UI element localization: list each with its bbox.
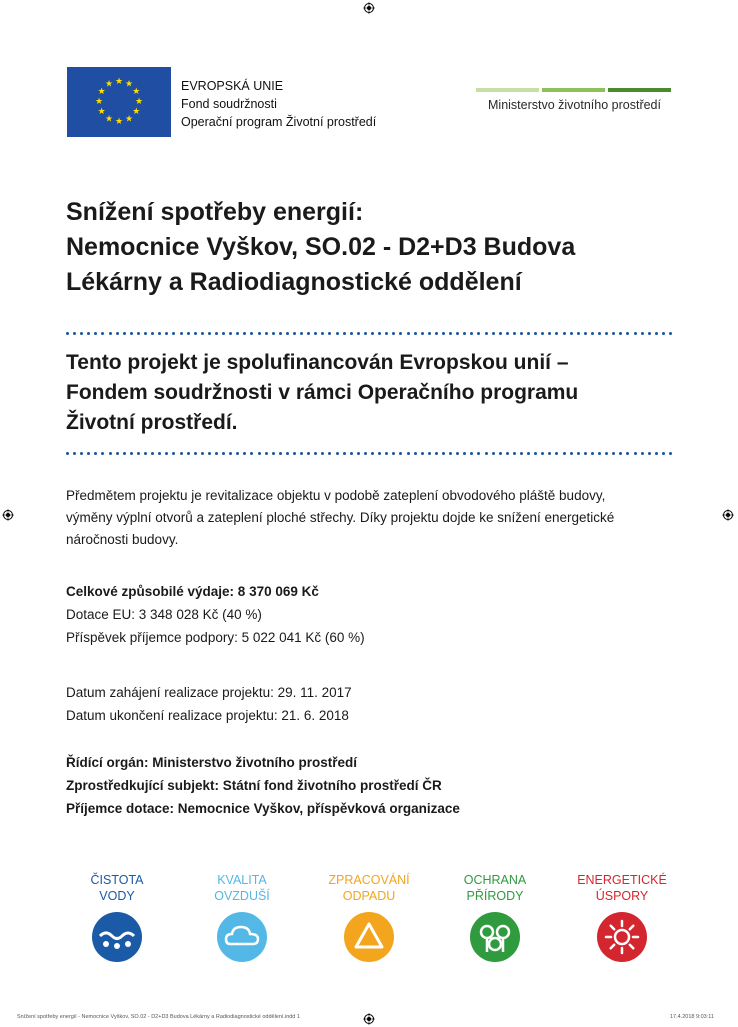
divider-dot [442, 332, 445, 335]
divider-dot [194, 452, 197, 455]
divider-dot [180, 452, 183, 455]
divider-dot [513, 332, 516, 335]
divider-dot [116, 332, 119, 335]
start-date: Datum zahájení realizace projektu: 29. 11. 2017 [66, 685, 352, 700]
project-dates [66, 681, 352, 727]
divider-dot [407, 452, 410, 455]
divider-dot [499, 332, 502, 335]
project-description [66, 485, 614, 551]
print-file-name: Snížení spotřeby energií - Nemocnice Vyškov, SO.02 - D2+D3 Budova Lékárny a Radiodiagnostické oddělení.indd 1 [17, 1014, 300, 1020]
divider-dot [570, 332, 573, 335]
divider-dot [570, 452, 573, 455]
svg-text:★: ★ [124, 114, 134, 125]
divider-dot [208, 452, 211, 455]
divider-dot [527, 332, 530, 335]
divider-dot [591, 332, 594, 335]
divider-dot [492, 452, 495, 455]
nature-icon [470, 912, 520, 962]
divider-dot [541, 332, 544, 335]
divider-dot [328, 332, 331, 335]
category-air-line-2: OVZDUŠÍ [214, 889, 270, 903]
description-line-1: Předmětem projektu je revitalizace objektu v podobě zateplení obvodového pláště budovy, [66, 488, 606, 503]
divider-dot [208, 332, 211, 335]
registration-mark-top [363, 2, 375, 14]
eu-stars-icon [67, 67, 171, 137]
divider-dot [669, 332, 672, 335]
divider-dot [563, 452, 566, 455]
divider-dot [73, 452, 76, 455]
divider-dot [307, 452, 310, 455]
divider-dot [307, 332, 310, 335]
divider-dot [435, 452, 438, 455]
divider-dot [584, 332, 587, 335]
divider-dot [165, 452, 168, 455]
category-air-line-1: KVALITA [217, 873, 267, 887]
divider-dot [293, 452, 296, 455]
svg-text:★: ★ [94, 97, 104, 107]
divider-dot [626, 332, 629, 335]
divider-dot [236, 452, 239, 455]
divider-dot [180, 332, 183, 335]
divider-dot [456, 332, 459, 335]
divider-dot [151, 452, 154, 455]
divider-dot [286, 332, 289, 335]
category-nature-line-2: PŘÍRODY [466, 889, 524, 903]
divider-dot [378, 452, 381, 455]
divider-dot [293, 332, 296, 335]
divider-dot [109, 452, 112, 455]
divider-dot [669, 452, 672, 455]
ministry-logo-name: Ministerstvo životního prostředí [488, 98, 661, 112]
cofinancing-line-2: Fondem soudržnosti v rámci Operačního programu [66, 381, 579, 404]
eu-line-3: Operační program Životní prostředí [181, 115, 377, 129]
svg-text:★: ★ [97, 107, 106, 117]
divider-dot [265, 452, 268, 455]
title-line-3: Lékárny a Radiodiagnostické oddělení [66, 268, 522, 296]
divider-dot [421, 332, 424, 335]
divider-dot [477, 452, 480, 455]
divider-dot [215, 332, 218, 335]
divider-dot [364, 332, 367, 335]
category-water-line-1: ČISTOTA [90, 873, 144, 887]
divider-dot [385, 332, 388, 335]
divider-dot [577, 452, 580, 455]
divider-dot [101, 332, 104, 335]
description-line-2: výměny výplní otvorů a zateplení ploché střechy. Díky projektu dojde ke snížení energetické [66, 510, 615, 525]
divider-dot [137, 452, 140, 455]
divider-dot [350, 452, 353, 455]
divider-dot [350, 332, 353, 335]
divider-dot [272, 452, 275, 455]
divider-dot [343, 332, 346, 335]
divider-dot [527, 452, 530, 455]
divider-dot [243, 452, 246, 455]
divider-dot [80, 452, 83, 455]
divider-dot [449, 452, 452, 455]
project-bodies [66, 751, 460, 820]
category-water-line-2: VODY [99, 889, 135, 903]
intermediate-body: Zprostředkující subjekt: Státní fond životního prostředí ČR [66, 778, 442, 793]
divider-dot [364, 452, 367, 455]
divider-dot [151, 332, 154, 335]
divider-dot [407, 332, 410, 335]
divider-dot [506, 452, 509, 455]
divider-dot [66, 332, 69, 335]
divider-dot [485, 332, 488, 335]
divider-dot [357, 452, 360, 455]
category-air [187, 872, 297, 904]
divider-dot [662, 332, 665, 335]
cloud-icon [217, 912, 267, 962]
divider-dot [548, 332, 551, 335]
divider-dot [548, 452, 551, 455]
print-timestamp: 17.4.2018 9:03:11 [670, 1014, 714, 1020]
divider-dot [463, 452, 466, 455]
divider-dot [392, 332, 395, 335]
divider-dot [73, 332, 76, 335]
project-costs [66, 580, 365, 649]
svg-text:★: ★ [114, 77, 124, 87]
divider-dot [555, 452, 558, 455]
divider-dot [648, 332, 651, 335]
eu-line-2: Fond soudržnosti [181, 97, 277, 111]
divider-dot [87, 332, 90, 335]
divider-dot [265, 332, 268, 335]
category-nature-line-1: OCHRANA [463, 873, 527, 887]
category-energy-line-1: ENERGETICKÉ [577, 873, 667, 887]
divider-dot [534, 332, 537, 335]
divider-dot [378, 332, 381, 335]
sun-icon [597, 912, 647, 962]
ministry-bar-mid [542, 88, 605, 92]
divider-dot [513, 452, 516, 455]
divider-dot [321, 332, 324, 335]
divider-dot [250, 332, 253, 335]
registration-mark-right [722, 509, 734, 521]
divider-dot [485, 452, 488, 455]
divider-dot [201, 332, 204, 335]
ministry-bar-dark [608, 88, 671, 92]
divider-dot [279, 332, 282, 335]
divider-dot [612, 332, 615, 335]
divider-dot [194, 332, 197, 335]
divider-dot [336, 452, 339, 455]
eu-line-1: EVROPSKÁ UNIE [181, 79, 284, 93]
divider-dot [116, 452, 119, 455]
divider-dot [130, 452, 133, 455]
divider-dot [598, 332, 601, 335]
divider-dot [605, 332, 608, 335]
category-waste [314, 872, 424, 904]
divider-dot [243, 332, 246, 335]
divider-dot [520, 452, 523, 455]
divider-dot [158, 452, 161, 455]
divider-dot [584, 452, 587, 455]
divider-dot [286, 452, 289, 455]
title-line-2: Nemocnice Vyškov, SO.02 - D2+D3 Budova [66, 233, 576, 261]
divider-dot [314, 452, 317, 455]
divider-dot [399, 452, 402, 455]
eu-programme-label [181, 77, 376, 131]
divider-dot [399, 332, 402, 335]
divider-dot [229, 332, 232, 335]
divider-dot [172, 452, 175, 455]
divider-dot [534, 452, 537, 455]
divider-dot [577, 332, 580, 335]
divider-dot [619, 452, 622, 455]
registration-mark-bottom [363, 1013, 375, 1025]
end-date: Datum ukončení realizace projektu: 21. 6. 2018 [66, 708, 349, 723]
divider-dot [236, 332, 239, 335]
category-nature [440, 872, 550, 904]
divider-dot [123, 452, 126, 455]
divider-dot [250, 452, 253, 455]
category-energy-line-2: ÚSPORY [595, 889, 649, 903]
divider-dot [94, 452, 97, 455]
divider-dot [222, 332, 225, 335]
divider-dot [641, 452, 644, 455]
cofinancing-line-3: Životní prostředí. [66, 411, 238, 434]
divider-dot [144, 332, 147, 335]
divider-dot [137, 332, 140, 335]
divider-dot [470, 452, 473, 455]
category-waste-line-1: ZPRACOVÁNÍ [328, 873, 410, 887]
divider-dot [87, 452, 90, 455]
recipient-contribution: Příspěvek příjemce podpory: 5 022 041 Kč (60 %) [66, 630, 365, 645]
divider-dot [634, 332, 637, 335]
svg-text:★: ★ [134, 97, 144, 107]
divider-dot [563, 332, 566, 335]
divider-dot [158, 332, 161, 335]
divider-dot [222, 452, 225, 455]
divider-dot [130, 332, 133, 335]
divider-dot [314, 332, 317, 335]
grant-recipient: Příjemce dotace: Nemocnice Vyškov, příspěvková organizace [66, 801, 460, 816]
dotted-divider-top [66, 332, 672, 336]
divider-dot [463, 332, 466, 335]
divider-dot [80, 332, 83, 335]
divider-dot [328, 452, 331, 455]
divider-dot [435, 332, 438, 335]
divider-dot [449, 332, 452, 335]
divider-dot [272, 332, 275, 335]
divider-dot [279, 452, 282, 455]
category-waste-line-2: ODPADU [342, 889, 396, 903]
title-line-1: Snížení spotřeby energií: [66, 198, 364, 226]
divider-dot [300, 332, 303, 335]
total-eligible-costs: Celkové způsobilé výdaje: 8 370 069 Kč [66, 584, 319, 599]
category-water [62, 872, 172, 904]
divider-dot [215, 452, 218, 455]
divider-dot [371, 452, 374, 455]
divider-dot [371, 332, 374, 335]
divider-dot [506, 332, 509, 335]
divider-dot [520, 332, 523, 335]
divider-dot [321, 452, 324, 455]
divider-dot [94, 332, 97, 335]
divider-dot [187, 332, 190, 335]
registration-mark-left [2, 509, 14, 521]
cofinancing-line-1: Tento projekt je spolufinancován Evropskou unií – [66, 351, 569, 374]
divider-dot [655, 332, 658, 335]
divider-dot [655, 452, 658, 455]
divider-dot [201, 452, 204, 455]
divider-dot [66, 452, 69, 455]
divider-dot [300, 452, 303, 455]
ministry-logo-bars [476, 88, 671, 92]
svg-text:★: ★ [104, 79, 114, 90]
eu-flag-logo [67, 67, 171, 137]
description-line-3: náročnosti budovy. [66, 532, 179, 547]
divider-dot [428, 452, 431, 455]
divider-dot [258, 332, 261, 335]
divider-dot [648, 452, 651, 455]
divider-dot [442, 452, 445, 455]
divider-dot [541, 452, 544, 455]
divider-dot [109, 332, 112, 335]
divider-dot [165, 332, 168, 335]
divider-dot [101, 452, 104, 455]
recycle-triangle-icon [344, 912, 394, 962]
divider-dot [612, 452, 615, 455]
divider-dot [492, 332, 495, 335]
divider-dot [641, 332, 644, 335]
divider-dot [591, 452, 594, 455]
divider-dot [187, 452, 190, 455]
svg-text:★: ★ [114, 117, 124, 127]
eu-grant: Dotace EU: 3 348 028 Kč (40 %) [66, 607, 262, 622]
divider-dot [357, 332, 360, 335]
category-energy [567, 872, 677, 904]
divider-dot [626, 452, 629, 455]
divider-dot [605, 452, 608, 455]
divider-dot [619, 332, 622, 335]
divider-dot [258, 452, 261, 455]
svg-text:★: ★ [132, 87, 141, 97]
divider-dot [662, 452, 665, 455]
managing-authority: Řídící orgán: Ministerstvo životního prostředí [66, 755, 358, 770]
divider-dot [598, 452, 601, 455]
divider-dot [470, 332, 473, 335]
water-icon [92, 912, 142, 962]
divider-dot [421, 452, 424, 455]
svg-text:★: ★ [132, 107, 141, 117]
divider-dot [499, 452, 502, 455]
divider-dot [392, 452, 395, 455]
divider-dot [555, 332, 558, 335]
divider-dot [144, 452, 147, 455]
divider-dot [477, 332, 480, 335]
svg-text:★: ★ [97, 87, 106, 97]
divider-dot [385, 452, 388, 455]
svg-text:★: ★ [104, 114, 114, 125]
divider-dot [414, 332, 417, 335]
divider-dot [229, 452, 232, 455]
divider-dot [123, 332, 126, 335]
divider-dot [456, 452, 459, 455]
divider-dot [172, 332, 175, 335]
divider-dot [634, 452, 637, 455]
divider-dot [343, 452, 346, 455]
ministry-bar-light [476, 88, 539, 92]
dotted-divider-bottom [66, 452, 672, 456]
project-title [66, 195, 706, 300]
divider-dot [414, 452, 417, 455]
divider-dot [428, 332, 431, 335]
divider-dot [336, 332, 339, 335]
cofinancing-statement [66, 348, 706, 438]
svg-text:★: ★ [124, 79, 134, 90]
